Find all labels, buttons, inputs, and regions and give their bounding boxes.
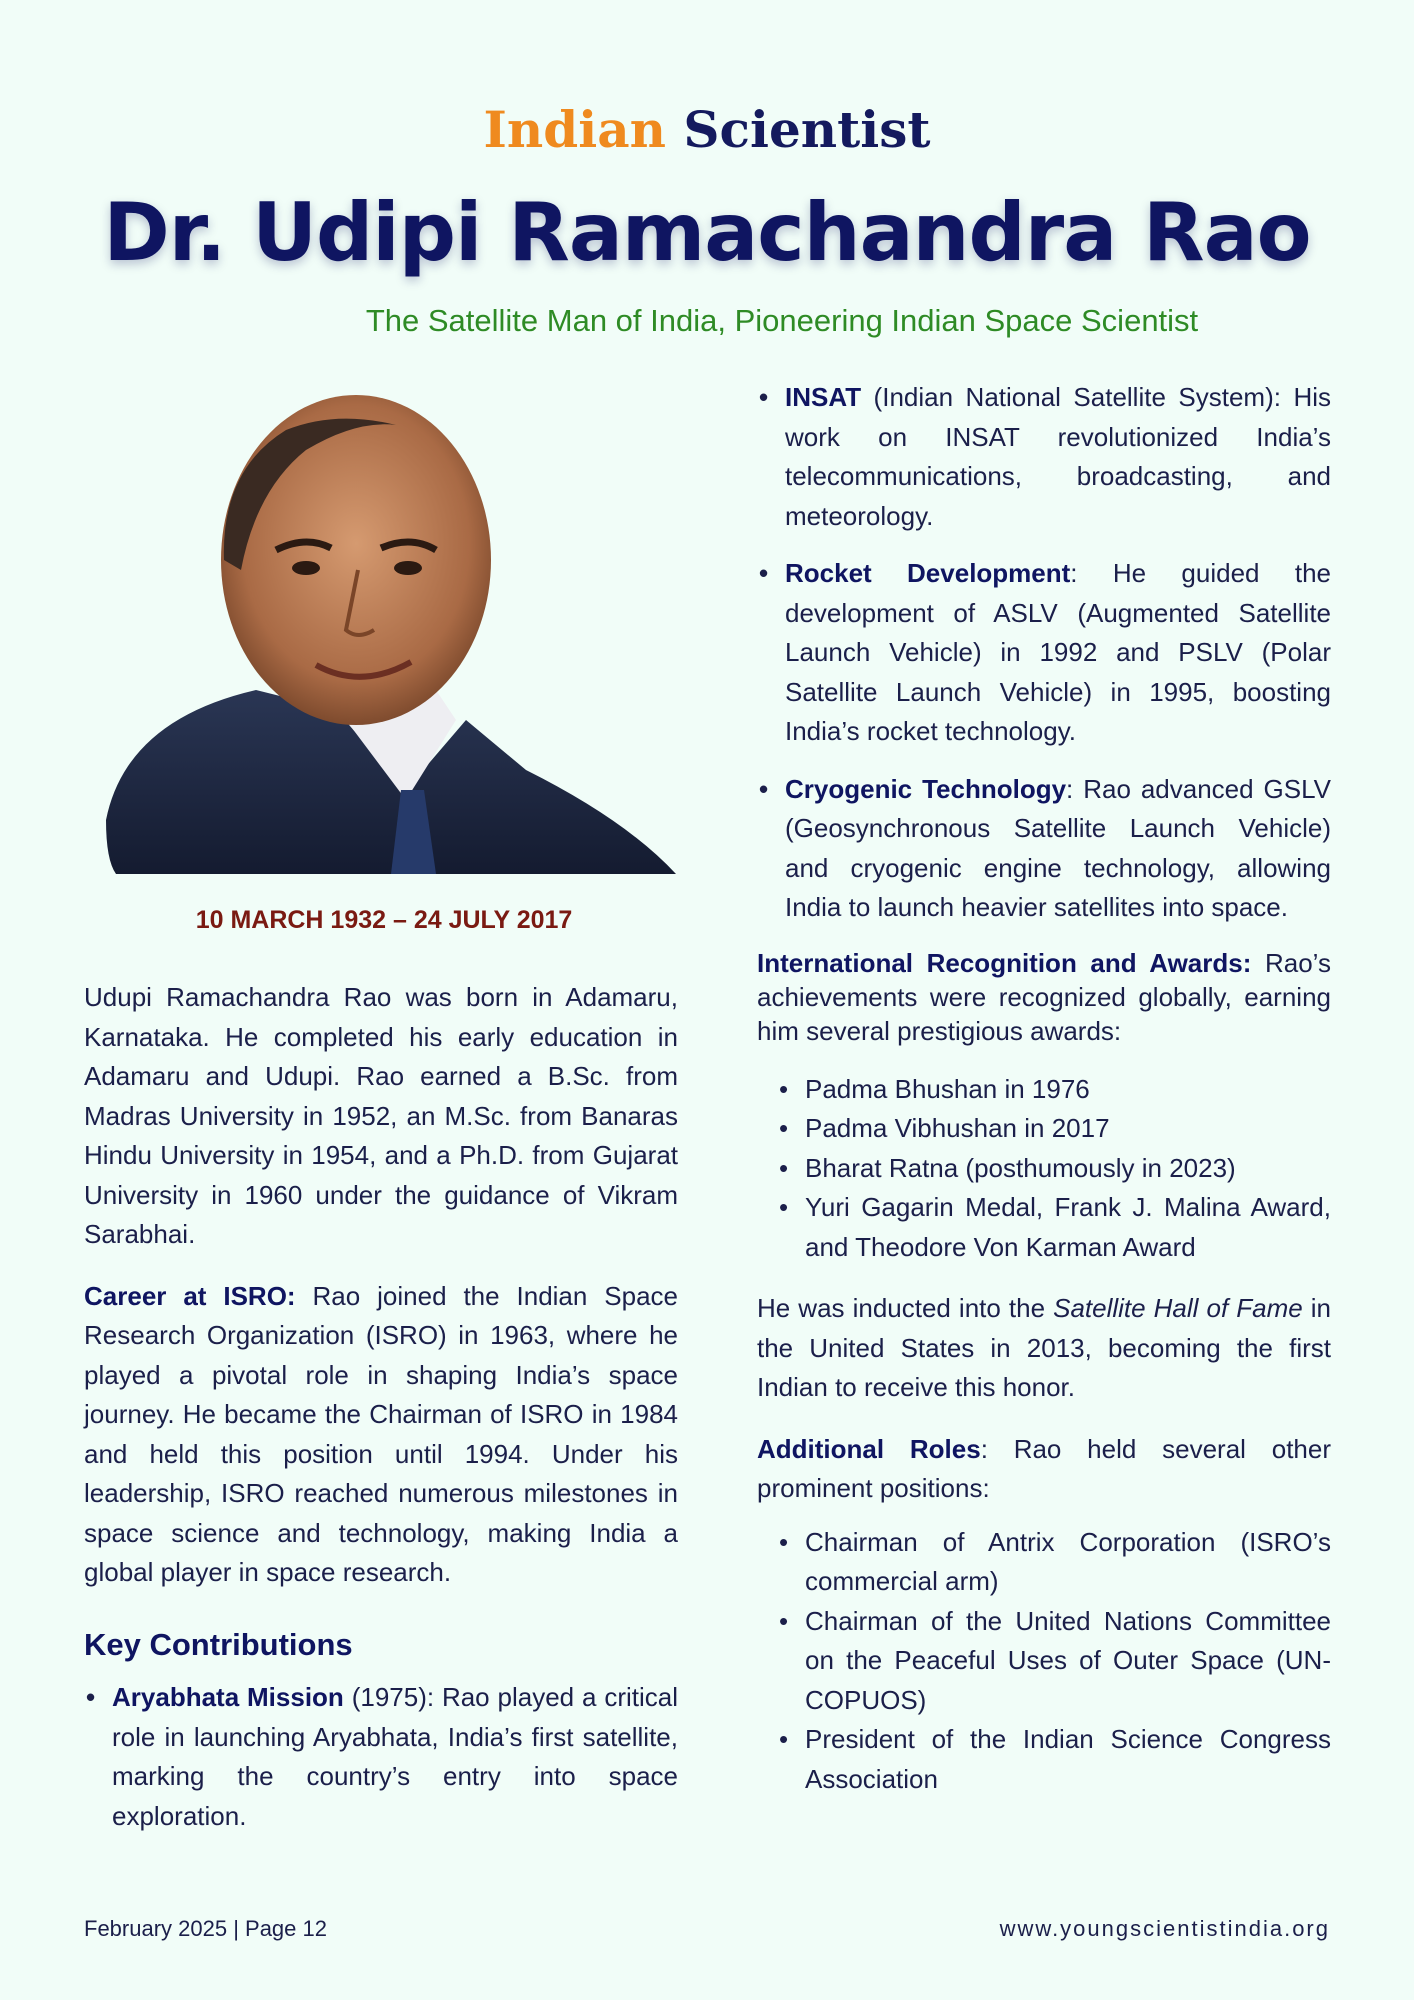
contribution-title: Rocket Development [785,558,1071,588]
footer-website: www.youngscientistindia.org [999,1916,1330,1941]
recognition-paragraph [757,946,1331,1048]
role-item: • Chairman of the United Nations Committee on the Peaceful Uses of Outer Space (UN-COPUOS) [757,1602,1331,1721]
page-title: Dr. Udipi Ramachandra Rao [103,186,1311,279]
contribution-item [757,770,1331,928]
contribution-text: (1975): Rao played a critical role in launching Aryabhata, India’s first satellite, marking the country’s entry into space exploration. [112,1682,678,1831]
contributions-list-continued [757,378,1331,928]
footer-date-page: February 2025 | Page 12 [84,1916,327,1941]
eye-left [292,561,320,575]
hall-of-fame-paragraph [757,1289,1331,1408]
portrait-photo [106,390,676,874]
contribution-text: : Rao advanced GSLV (Geosynchronous Satellite Launch Vehicle) and cryogenic engine technology, allowing India to launch heavier satellites into space. [785,773,1331,922]
award-item: • Padma Bhushan in 1976 [757,1070,1331,1110]
career-text: Rao joined the Indian Space Research Organization (ISRO) in 1963, where he played a pivotal role in shaping India’s space journey. He became the Chairman of ISRO in 1984 and held this position until 1994. Under his leadership, ISRO reached numerous milestones in space science and technology, making India a global player in space research. [84,1280,678,1587]
additional-roles-paragraph [757,1430,1331,1509]
contribution-text: : He guided the development of ASLV (Augmented Satellite Launch Vehicle) in 1992 and PSLV (Polar Satellite Launch Vehicle) in 1995, boosting India’s rocket technology. [785,558,1331,746]
magazine-section-label [0,100,1414,159]
awards-list [757,1070,1331,1268]
contributions-list [84,1678,678,1836]
role-item: • President of the Indian Science Congress Association [757,1720,1331,1799]
career-label: Career at ISRO: [84,1280,296,1311]
key-contributions-heading: Key Contributions [84,1626,353,1662]
recognition-text: Rao’s achievements were recognized globally, earning him several prestigious awards: [757,947,1331,1046]
contribution-item [757,554,1331,752]
award-item: • Padma Vibhushan in 2017 [757,1109,1331,1149]
role-item: • Chairman of Antrix Corporation (ISRO’s commercial arm) [757,1523,1331,1602]
roles-list [757,1523,1331,1800]
kicker-word-scientist: Scientist [683,100,931,159]
kicker-word-indian: Indian [483,100,666,159]
career-paragraph [84,1277,678,1593]
eye-right [394,561,422,575]
hall-of-fame-title: Satellite Hall of Fame [1053,1293,1303,1323]
life-dates: 10 MARCH 1932 – 24 JULY 2017 [195,906,573,934]
hall-of-fame-text-end: in the United States in 2013, becoming the first Indian to receive this honor. [757,1293,1331,1402]
contribution-title: INSAT [785,382,862,412]
additional-roles-label: Additional Roles [757,1433,981,1464]
additional-roles-text: : Rao held several other prominent positions: [757,1433,1331,1503]
biography-paragraph: Udupi Ramachandra Rao was born in Adamaru, Karnataka. He completed his early education in Adamaru and Udupi. Rao earned a B.Sc. from Madras University in 1952, an M.Sc. from Banaras Hindu University in 1954, and a Ph.D. from Gujarat University in 1960 under the guidance of Vikram Sarabhai. [84,982,678,1249]
contribution-item [757,378,1331,536]
page-subtitle: The Satellite Man of India, Pioneering Indian Space Scientist [365,303,1199,338]
contribution-title: Aryabhata Mission [112,1682,344,1712]
award-item: • Yuri Gagarin Medal, Frank J. Malina Award, and Theodore Von Karman Award [757,1188,1331,1267]
recognition-label: International Recognition and Awards: [757,947,1252,978]
contribution-text: (Indian National Satellite System): His work on INSAT revolutionized India’s telecommunications, broadcasting, and meteorology. [785,382,1331,531]
hall-of-fame-text-start: He was inducted into the [757,1293,1054,1323]
contribution-item [84,1678,678,1836]
award-item: • Bharat Ratna (posthumously in 2023) [757,1149,1331,1189]
contribution-title: Cryogenic Technology [785,773,1067,804]
right-column [757,378,1331,1821]
left-column [84,978,678,1854]
